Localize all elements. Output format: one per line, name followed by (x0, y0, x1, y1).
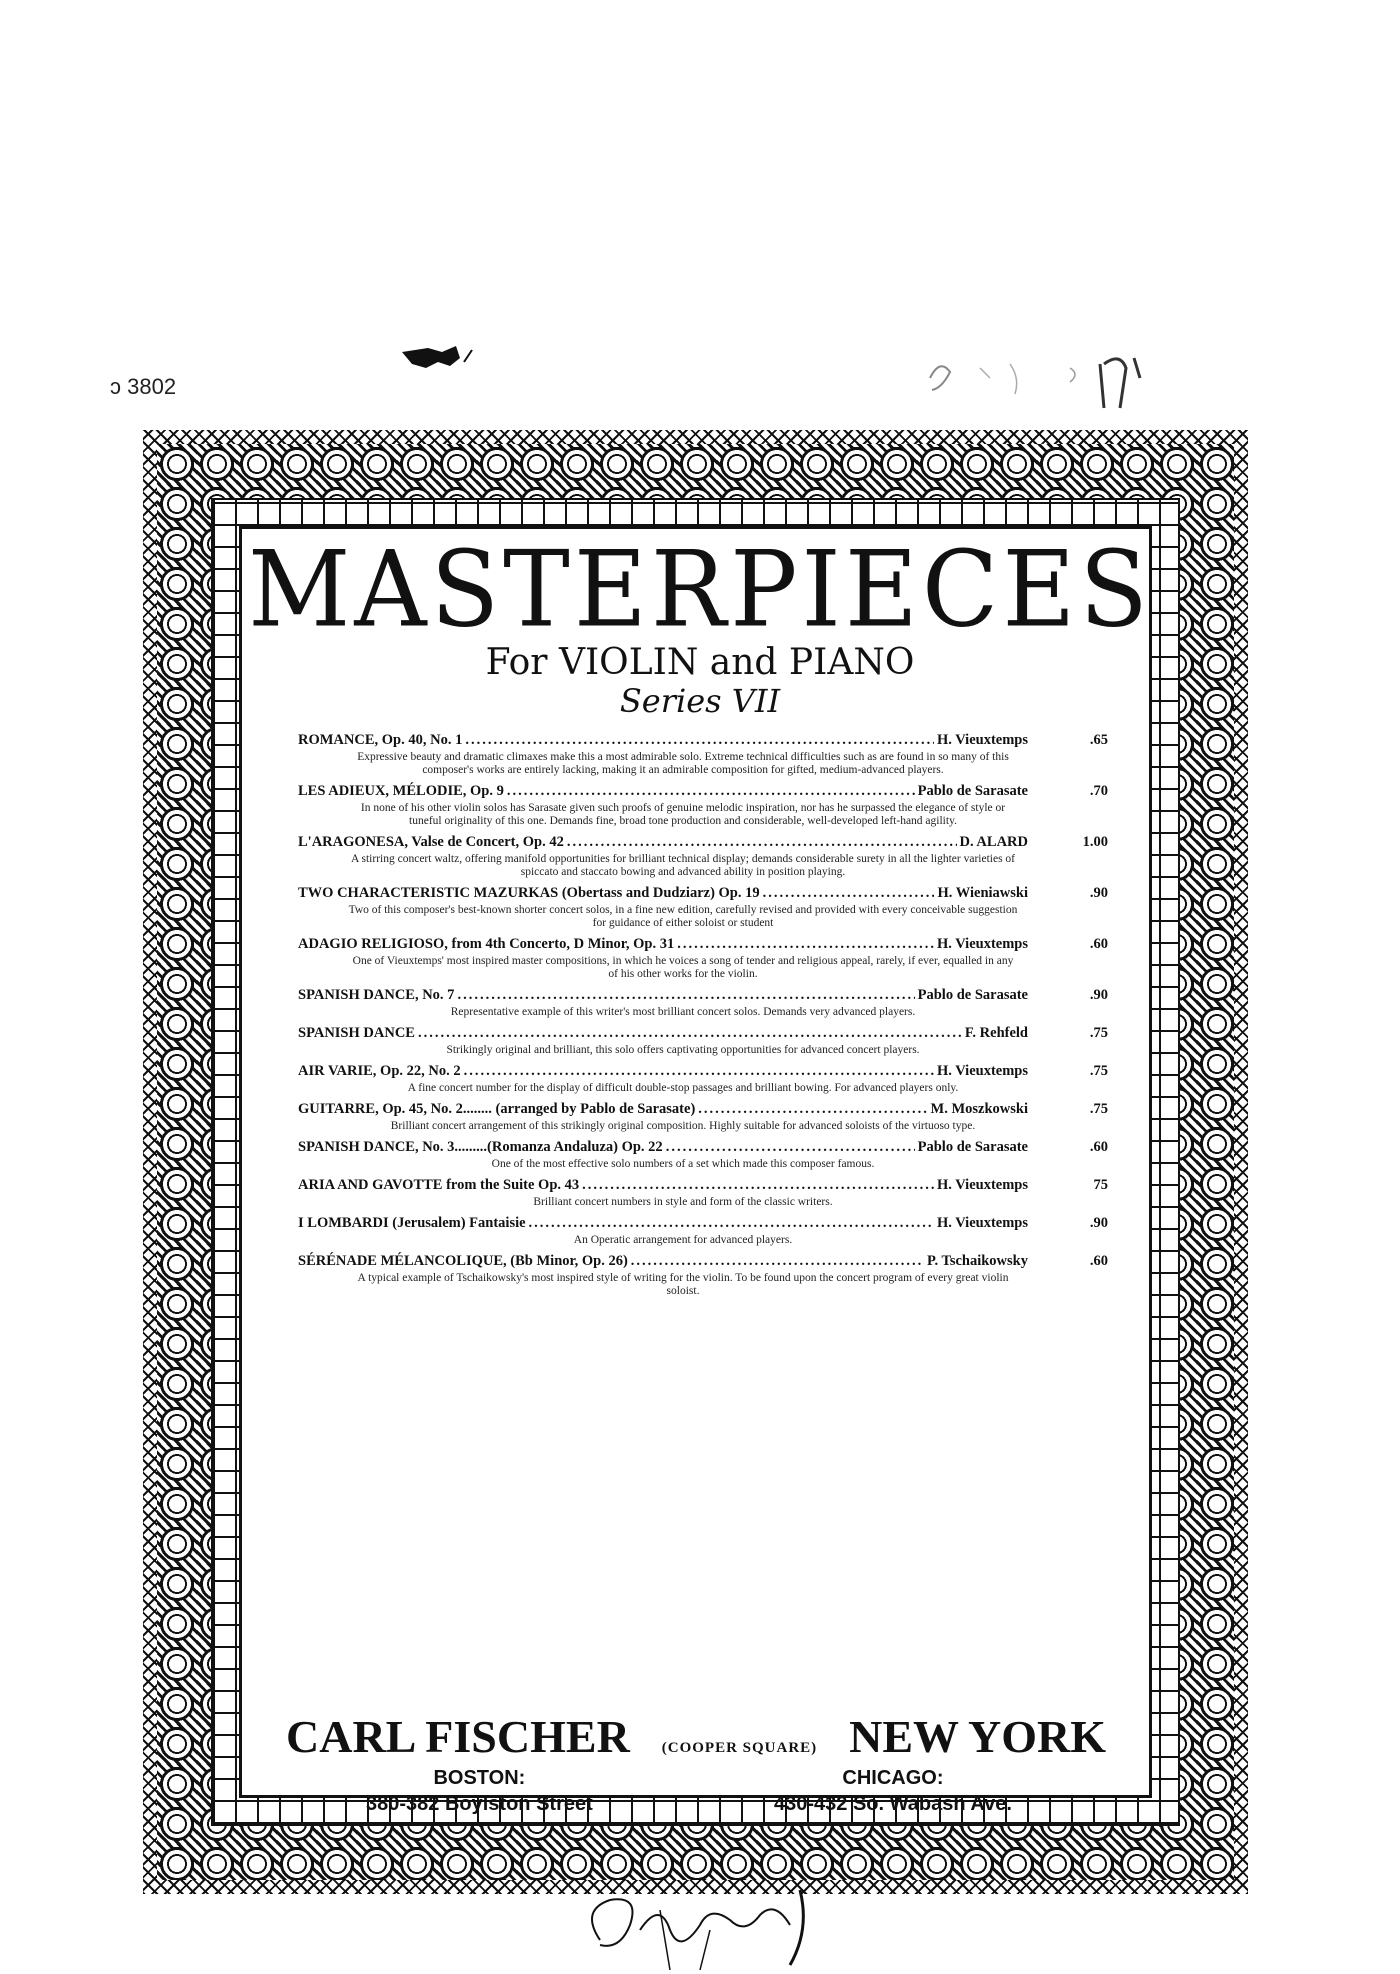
entry-composer: H. Wieniawski (937, 885, 1028, 901)
entry-title: ARIA AND GAVOTTE from the Suite Op. 43 (298, 1177, 580, 1193)
publisher-city: NEW YORK (849, 1711, 1106, 1762)
entry-description: One of Vieuxtemps' most inspired master compositions, in which he voices a song of tender and religious appeal, rarely, if ever, equalled in any of his other works for the violin. (352, 955, 1014, 980)
page-subtitle: For VIOLIN and PIANO (485, 642, 915, 683)
branch-address: 380-382 Boylston Street (366, 1793, 593, 1815)
entry-composer: Pablo de Sarasate (917, 1139, 1028, 1155)
catalog-number (110, 374, 176, 400)
entry-composer: Pablo de Sarasate (917, 783, 1028, 799)
entry-composer: P. Tschaikowsky (926, 1253, 1028, 1269)
pencil-scribble (920, 338, 1220, 412)
entry-price: .75 (1089, 1101, 1108, 1117)
dot-leader (763, 885, 935, 902)
series-label: Series VII (619, 682, 781, 720)
entry-description: Brilliant concert numbers in style and form of the classic writers. (533, 1196, 833, 1208)
entry-description: In none of his other violin solos has Sarasate given such proofs of genuine melodic inspiration, nor has he surpassed the elegance of style or tuneful originality of this one. Demands fine, broad tone production and considerable, well-developed left-hand agility. (360, 802, 1006, 827)
list-item (298, 1025, 1108, 1057)
dot-leader (457, 987, 914, 1004)
entry-composer: H. Vieuxtemps (936, 1177, 1028, 1193)
dot-leader (631, 1253, 924, 1270)
dot-leader (666, 1139, 915, 1156)
entry-description: A fine concert number for the display of difficult double-stop passages and brilliant bowing. For advanced players only. (407, 1082, 959, 1094)
dot-leader (465, 732, 934, 749)
list-item (298, 1253, 1108, 1298)
entry-price: 1.00 (1082, 834, 1108, 850)
entry-description: A typical example of Tschaikowsky's most inspired style of writing for the violin. To be found upon the concert program of every great violin soloist. (357, 1272, 1009, 1297)
entry-description: Representative example of this writer's most brilliant concert solos. Demands very advanced players. (450, 1006, 916, 1018)
entry-description: One of the most effective solo numbers of a set which made this composer famous. (491, 1158, 875, 1170)
list-item (298, 936, 1108, 981)
entry-title: SPANISH DANCE, No. 7 (298, 987, 455, 1003)
entry-composer: D. ALARD (959, 834, 1028, 850)
dot-leader (698, 1101, 927, 1118)
entry-title: L'ARAGONESA, Valse de Concert, Op. 42 (298, 834, 564, 850)
entry-price: .90 (1089, 987, 1108, 1003)
entry-description: Expressive beauty and dramatic climaxes make this a most admirable solo. Extreme technical difficulties such as are found in so many of this composer's works are entirely lacking, making it an admirable composition for gifted, medium-advanced players. (357, 751, 1009, 776)
entry-composer: H. Vieuxtemps (936, 732, 1028, 748)
entry-title: SPANISH DANCE, No. 3.........(Romanza Andaluza) Op. 22 (298, 1139, 663, 1155)
entry-price: 75 (1093, 1177, 1108, 1193)
entry-title: AIR VARIE, Op. 22, No. 2 (298, 1063, 461, 1079)
entry-description: An Operatic arrangement for advanced players. (573, 1234, 793, 1246)
entry-title: I LOMBARDI (Jerusalem) Fantaisie (298, 1215, 526, 1231)
entry-price: .90 (1089, 885, 1108, 901)
entry-composer: Pablo de Sarasate (917, 987, 1028, 1003)
entry-price: .75 (1089, 1063, 1108, 1079)
entry-title: SÉRÉNADE MÉLANCOLIQUE, (Bb Minor, Op. 26) (298, 1253, 628, 1269)
entry-description: Brilliant concert arrangement of this strikingly original composition. Highly suitable for advanced soloists of the virtuoso type. (390, 1120, 976, 1132)
publisher-block (286, 1710, 1106, 1825)
entry-title: SPANISH DANCE (298, 1025, 415, 1041)
list-item (298, 987, 1108, 1019)
list-item (298, 1139, 1108, 1171)
catalog-number-value: 3802 (127, 374, 177, 399)
entry-price: .90 (1089, 1215, 1108, 1231)
entry-price: .60 (1089, 1139, 1108, 1155)
list-item (298, 783, 1108, 828)
publisher-name: CARL FISCHER (286, 1711, 630, 1762)
entry-description: A stirring concert waltz, offering manifold opportunities for brilliant technical display; demands considerable surety in all the lighter varieties of spiccato and staccato bowing and advanced ability in position playing. (350, 853, 1016, 878)
list-item (298, 732, 1108, 777)
entry-composer: H. Vieuxtemps (936, 1063, 1028, 1079)
entry-composer: H. Vieuxtemps (936, 1215, 1028, 1231)
entry-title: GUITARRE, Op. 45, No. 2........ (arranged by Pablo de Sarasate) (298, 1101, 696, 1117)
dot-leader (567, 834, 957, 851)
entry-price: .75 (1089, 1025, 1108, 1041)
list-item (298, 1215, 1108, 1247)
list-item (298, 885, 1108, 930)
entry-price: .65 (1089, 732, 1108, 748)
branch-address: 430-432 So. Wabash Ave. (774, 1793, 1012, 1815)
entry-list (298, 732, 1108, 1304)
branch-city: CHICAGO: (842, 1767, 944, 1789)
dot-leader (582, 1177, 934, 1194)
entry-composer: H. Vieuxtemps (936, 936, 1028, 952)
entry-title: LES ADIEUX, MÉLODIE, Op. 9 (298, 783, 504, 799)
list-item (298, 1063, 1108, 1095)
list-item (298, 834, 1108, 879)
entry-title: ROMANCE, Op. 40, No. 1 (298, 732, 463, 748)
entry-description: Strikingly original and brilliant, this solo offers captivating opportunities for advanced concert players. (446, 1044, 920, 1056)
entry-composer: M. Moszkowski (930, 1101, 1028, 1117)
branch-city: BOSTON: (433, 1767, 526, 1789)
entry-description: Two of this composer's best-known shorter concert solos, in a fine new edition, carefully revised and provided with every conceivable suggestion for guidance of either soloist or student (348, 904, 1018, 929)
entry-title: TWO CHARACTERISTIC MAZURKAS (Obertass and Dudziarz) Op. 19 (298, 885, 760, 901)
publisher-square: (COOPER SQUARE) (661, 1740, 818, 1756)
dot-leader (677, 936, 934, 953)
list-item (298, 1101, 1108, 1133)
entry-price: .70 (1089, 783, 1108, 799)
entry-price: .60 (1089, 1253, 1108, 1269)
catalog-prefix-mark: ↄ (110, 374, 128, 399)
entry-title: ADAGIO RELIGIOSO, from 4th Concerto, D Minor, Op. 31 (298, 936, 675, 952)
branch-boston (366, 1765, 593, 1817)
ink-blot-mark (398, 342, 476, 372)
dot-leader (418, 1025, 962, 1042)
page-title: MASTERPIECES (248, 528, 1152, 651)
handwritten-signature (560, 1870, 880, 1970)
entry-price: .60 (1089, 936, 1108, 952)
list-item (298, 1177, 1108, 1209)
dot-leader (507, 783, 915, 800)
branch-chicago (774, 1765, 1012, 1817)
branch-offices (286, 1765, 1106, 1825)
dot-leader (464, 1063, 934, 1080)
entry-composer: F. Rehfeld (964, 1025, 1028, 1041)
dot-leader (529, 1215, 934, 1232)
